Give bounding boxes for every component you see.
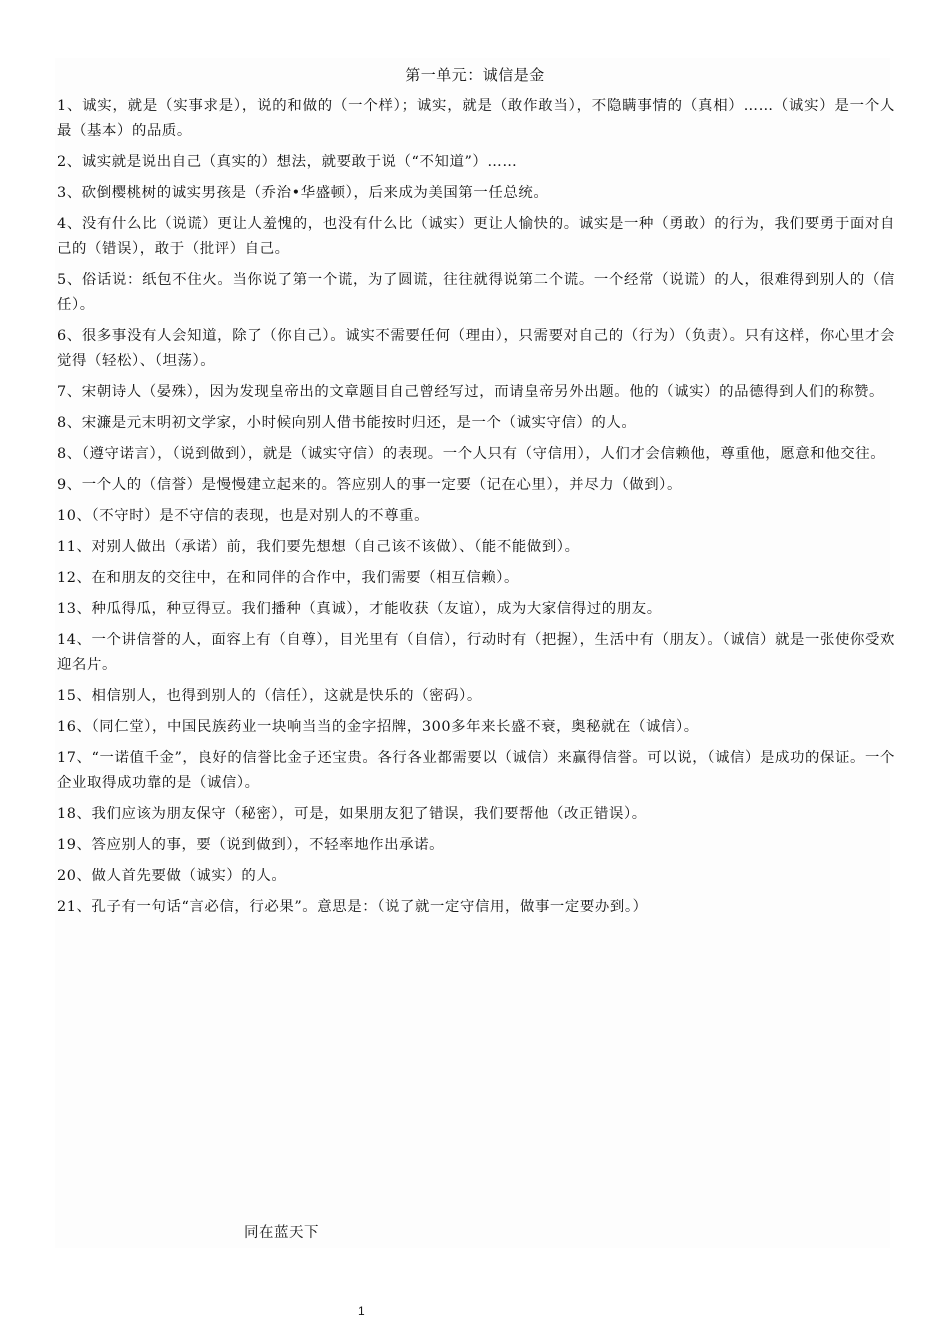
list-item: 19、答应别人的事，要（说到做到），不轻率地作出承诺。 bbox=[57, 837, 445, 853]
list-item: 4、没有什么比（说谎）更让人羞愧的，也没有什么比（诚实）更让人愉快的。诚实是一种（勇敢）的行为，我们要勇于面对自己的（错误），敢于（批评）自己。 bbox=[57, 216, 895, 257]
list-item: 15、相信别人，也得到别人的（信任），这就是快乐的（密码）。 bbox=[57, 688, 482, 704]
list-item: 5、俗话说：纸包不住火。当你说了第一个谎，为了圆谎，往往就得说第二个谎。一个经常（说谎）的人，很难得到别人的（信任）。 bbox=[57, 272, 895, 313]
list-item: 8、（遵守诺言），（说到做到），就是（诚实守信）的表现。一个人只有（守信用），人们才会信赖他，尊重他，愿意和他交往。 bbox=[57, 446, 886, 462]
footer-text: 同在蓝天下 bbox=[244, 1225, 319, 1241]
list-item: 7、宋朝诗人（晏殊），因为发现皇帝出的文章题目自己曾经写过，而请皇帝另外出题。他的（诚实）的品德得到人们的称赞。 bbox=[57, 384, 885, 400]
list-item: 12、在和朋友的交往中，在和同伴的合作中，我们需要（相互信赖）。 bbox=[57, 570, 520, 586]
list-item: 14、一个讲信誉的人，面容上有（自尊），目光里有（自信），行动时有（把握），生活中有（朋友）。（诚信）就是一张使你受欢迎名片。 bbox=[57, 632, 895, 673]
page-title: 第一单元：诚信是金 bbox=[405, 66, 545, 84]
list-item: 10、（不守时）是不守信的表现，也是对别人的不尊重。 bbox=[57, 508, 430, 524]
list-item: 6、很多事没有人会知道，除了（你自己）。诚实不需要任何（理由），只需要对自己的（行为）（负责）。只有这样，你心里才会觉得（轻松）、（坦荡）。 bbox=[57, 328, 895, 369]
list-item: 11、对别人做出（承诺）前，我们要先想想（自己该不该做）、（能不能做到）。 bbox=[57, 539, 580, 555]
list-item: 21、孔子有一句话“言必信，行必果”。意思是：（说了就一定守信用，做事一定要办到。） bbox=[57, 899, 648, 915]
list-item: 16、（同仁堂），中国民族药业一块响当当的金字招牌，300多年来长盛不衰，奥秘就在（诚信）。 bbox=[57, 719, 699, 735]
list-item: 17、“一诺值千金”，良好的信誉比金子还宝贵。各行各业都需要以（诚信）来赢得信誉。可以说，（诚信）是成功的保证。一个企业取得成功靠的是（诚信）。 bbox=[57, 750, 895, 791]
question-list bbox=[57, 94, 895, 926]
list-item: 1、诚实，就是（实事求是），说的和做的（一个样）；诚实，就是（敢作敢当），不隐瞒事情的（真相）……（诚实）是一个人最（基本）的品质。 bbox=[57, 98, 895, 139]
page-number: 1 bbox=[358, 1304, 365, 1318]
list-item: 18、我们应该为朋友保守（秘密），可是，如果朋友犯了错误，我们要帮他（改正错误）。 bbox=[57, 806, 647, 822]
list-item: 8、宋濂是元末明初文学家，小时候向别人借书能按时归还，是一个（诚实守信）的人。 bbox=[57, 415, 637, 431]
list-item: 9、一个人的（信誉）是慢慢建立起来的。答应别人的事一定要（记在心里），并尽力（做到）。 bbox=[57, 477, 682, 493]
list-item: 20、做人首先要做（诚实）的人。 bbox=[57, 868, 287, 884]
list-item: 13、种瓜得瓜，种豆得豆。我们播种（真诚），才能收获（友谊），成为大家信得过的朋友。 bbox=[57, 601, 662, 617]
list-item: 3、砍倒樱桃树的诚实男孩是（乔治•华盛顿），后来成为美国第一任总统。 bbox=[57, 185, 549, 201]
list-item: 2、诚实就是说出自己（真实的）想法，就要敢于说（“不知道”）…… bbox=[57, 154, 518, 170]
